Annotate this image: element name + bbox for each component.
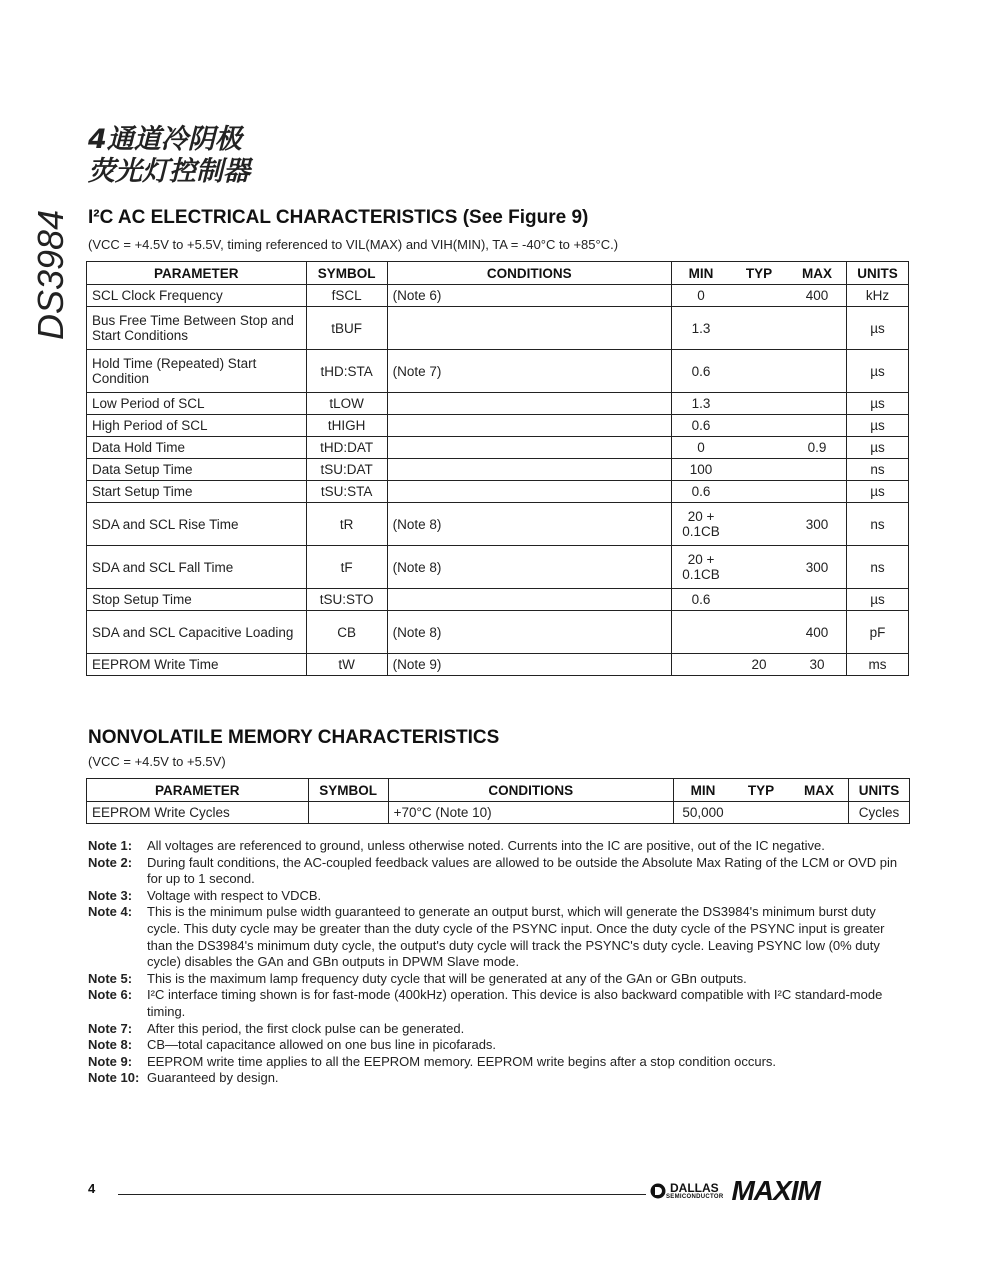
notes-list <box>88 838 910 1087</box>
units-cell: ns <box>847 546 909 589</box>
units-cell: Cycles <box>849 802 910 824</box>
param-cell: EEPROM Write Time <box>87 654 307 676</box>
conditions-cell <box>387 437 671 459</box>
page-number: 4 <box>88 1181 96 1196</box>
max-value: 300 <box>805 559 829 575</box>
min-value: 0 <box>697 440 705 455</box>
symbol-cell: fSCL <box>306 285 387 307</box>
table-row <box>87 350 909 393</box>
units-cell: ns <box>847 459 909 481</box>
header-parameter: PARAMETER <box>87 262 307 285</box>
symbol-cell: tHD:STA <box>306 350 387 393</box>
conditions-cell: (Note 6) <box>387 285 671 307</box>
max-value: 400 <box>805 288 829 303</box>
note-text: CB—total capacitance allowed on one bus line in picofarads. <box>147 1037 497 1053</box>
symbol-cell: tSU:DAT <box>306 459 387 481</box>
brand-logo <box>650 1175 820 1207</box>
note-text: All voltages are referenced to ground, unless otherwise noted. Currents into the IC are positive, out of the IC negative. <box>147 838 825 853</box>
min-value: 50,000 <box>682 805 724 820</box>
symbol-cell: tLOW <box>306 393 387 415</box>
min-value: 20 + 0.1CB <box>682 509 720 539</box>
conditions-cell: (Note 8) <box>387 546 671 589</box>
note-label: Note 3: <box>88 887 133 903</box>
table-row <box>87 285 909 307</box>
table-row <box>87 481 909 503</box>
conditions-cell <box>387 589 671 611</box>
min-value: 0 <box>697 288 705 303</box>
max-value: 400 <box>805 624 829 640</box>
document-title <box>88 124 250 188</box>
note-label: Note 4: <box>88 904 133 920</box>
units-cell: kHz <box>847 285 909 307</box>
units-cell: µs <box>847 437 909 459</box>
note-item <box>88 855 910 888</box>
note-label: Note 8: <box>88 1037 133 1053</box>
note-item <box>88 888 910 905</box>
min-typ-max-cell <box>672 589 847 611</box>
typ-value: 20 <box>751 657 767 672</box>
table-row <box>87 611 909 654</box>
note-item <box>88 987 910 1020</box>
param-cell: Data Setup Time <box>87 459 307 481</box>
conditions-cell <box>387 459 671 481</box>
conditions-cell: (Note 9) <box>387 654 671 676</box>
footer-rule <box>118 1194 646 1195</box>
conditions-cell: (Note 7) <box>387 350 671 393</box>
symbol-cell: tR <box>306 503 387 546</box>
param-cell: SDA and SCL Rise Time <box>87 503 307 546</box>
units-cell: µs <box>847 307 909 350</box>
note-item <box>88 1037 910 1054</box>
header-conditions: CONDITIONS <box>387 262 671 285</box>
symbol-cell: tSU:STA <box>306 481 387 503</box>
table-row <box>87 459 909 481</box>
table-row <box>87 546 909 589</box>
min-value: 1.3 <box>691 396 711 411</box>
note-item <box>88 904 910 970</box>
symbol-cell: tSU:STO <box>306 589 387 611</box>
conditions-cell: +70°C (Note 10) <box>388 802 673 824</box>
part-number-vertical: DS3984 <box>30 209 71 340</box>
header-units: UNITS <box>847 262 909 285</box>
min-typ-max-cell <box>672 307 847 350</box>
header-min: MIN <box>688 265 714 281</box>
units-cell: µs <box>847 481 909 503</box>
symbol-cell: tBUF <box>306 307 387 350</box>
table-row <box>87 437 909 459</box>
header-max: MAX <box>804 782 835 798</box>
min-value: 0.6 <box>691 484 711 499</box>
param-cell: SCL Clock Frequency <box>87 285 307 307</box>
note-item <box>88 1070 910 1087</box>
i2c-section-heading: I²C AC ELECTRICAL CHARACTERISTICS (See Figure 9) <box>88 207 589 228</box>
note-text: This is the maximum lamp frequency duty cycle that will be generated at any of the GAn or GBn outputs. <box>147 970 747 986</box>
max-value: 300 <box>805 516 829 532</box>
note-label: Note 10: <box>88 1070 140 1086</box>
max-value: 30 <box>809 657 825 672</box>
param-cell: High Period of SCL <box>87 415 307 437</box>
header-min-typ-max <box>672 262 847 285</box>
min-value: 20 + 0.1CB <box>682 552 720 582</box>
min-value: 0.6 <box>691 363 711 379</box>
min-typ-max-cell <box>672 654 847 676</box>
max-value: 0.9 <box>807 440 827 455</box>
param-cell: Hold Time (Repeated) Start Condition <box>87 350 307 393</box>
table-row <box>87 802 910 824</box>
header-min-typ-max <box>674 779 849 802</box>
param-cell: Bus Free Time Between Stop and Start Conditions <box>87 307 307 350</box>
table-header-row <box>87 779 910 802</box>
min-typ-max-cell <box>672 503 847 546</box>
min-value: 0.6 <box>691 418 711 433</box>
param-cell: SDA and SCL Fall Time <box>87 546 307 589</box>
note-item <box>88 971 910 988</box>
conditions-cell: (Note 8) <box>387 503 671 546</box>
min-typ-max-cell <box>672 611 847 654</box>
param-cell: Start Setup Time <box>87 481 307 503</box>
table-row <box>87 393 909 415</box>
param-cell: EEPROM Write Cycles <box>87 802 309 824</box>
note-text: I²C interface timing shown is for fast-mode (400kHz) operation. This device is also backward compatible with I²C standard-mode timing. <box>147 987 883 1019</box>
min-typ-max-cell <box>672 546 847 589</box>
note-label: Note 1: <box>88 838 133 853</box>
note-label: Note 7: <box>88 1020 133 1036</box>
header-max: MAX <box>802 265 833 281</box>
min-typ-max-cell <box>672 285 847 307</box>
min-typ-max-cell <box>672 393 847 415</box>
note-label: Note 5: <box>88 970 133 986</box>
header-typ: TYP <box>747 782 775 798</box>
symbol-cell <box>308 802 388 824</box>
note-text: Voltage with respect to VDCB. <box>147 887 322 903</box>
min-typ-max-cell <box>672 437 847 459</box>
title-line-2: 荧光灯控制器 <box>88 156 250 187</box>
note-label: Note 6: <box>88 987 133 1003</box>
table-row <box>87 589 909 611</box>
header-units: UNITS <box>849 779 910 802</box>
nv-section-heading: NONVOLATILE MEMORY CHARACTERISTICS <box>88 727 500 748</box>
conditions-cell <box>387 481 671 503</box>
note-text: After this period, the first clock pulse can be generated. <box>147 1020 465 1036</box>
note-item <box>88 1054 910 1071</box>
header-symbol: SYMBOL <box>306 262 387 285</box>
units-cell: µs <box>847 589 909 611</box>
nv-characteristics-table <box>86 778 910 824</box>
header-typ: TYP <box>745 265 773 281</box>
brand-maxim: MAXIM <box>731 1175 820 1206</box>
min-value: 0.6 <box>691 592 711 607</box>
min-typ-max-cell <box>672 481 847 503</box>
min-value: 1.3 <box>691 320 711 336</box>
header-parameter: PARAMETER <box>87 779 309 802</box>
min-typ-max-cell <box>674 802 849 824</box>
dallas-logo-icon <box>650 1183 666 1199</box>
conditions-cell <box>387 415 671 437</box>
note-item <box>88 1021 910 1038</box>
header-symbol: SYMBOL <box>308 779 388 802</box>
header-min: MIN <box>690 782 716 798</box>
symbol-cell: CB <box>306 611 387 654</box>
units-cell: ns <box>847 503 909 546</box>
min-typ-max-cell <box>672 415 847 437</box>
conditions-cell <box>387 393 671 415</box>
note-item <box>88 838 910 855</box>
nv-conditions: (VCC = +4.5V to +5.5V) <box>88 754 226 769</box>
note-label: Note 2: <box>88 854 133 870</box>
symbol-cell: tHIGH <box>306 415 387 437</box>
note-text: During fault conditions, the AC-coupled feedback values are allowed to be outside the Absolute Max Rating of the LCM or OVD pin for up to 1 second. <box>147 854 898 887</box>
param-cell: Stop Setup Time <box>87 589 307 611</box>
header-conditions: CONDITIONS <box>388 779 673 802</box>
brand-semiconductor: SEMICONDUCTOR <box>666 1194 724 1200</box>
units-cell: pF <box>847 611 909 654</box>
table-row <box>87 415 909 437</box>
conditions-cell <box>387 307 671 350</box>
note-text: This is the minimum pulse width guaranteed to generate an output burst, which will generate the DS3984's minimum burst duty cycle. This duty cycle may be greater than the duty cycle of the PSYNC input. Once the duty cycle of the PSYNC input is greater than the DS3984's minimum duty cycle, the output's duty cycle will track the PSYNC's duty cycle. Leaving PSYNC low (0% duty cycle) disables the GAn and GBn outputs in DPWM Slave mode. <box>147 904 885 970</box>
min-typ-max-cell <box>672 459 847 481</box>
symbol-cell: tW <box>306 654 387 676</box>
units-cell: µs <box>847 393 909 415</box>
table-row <box>87 503 909 546</box>
min-typ-max-cell <box>672 350 847 393</box>
table-row <box>87 654 909 676</box>
i2c-characteristics-table <box>86 261 909 676</box>
note-text: EEPROM write time applies to all the EEPROM memory. EEPROM write begins after a stop condition occurs. <box>147 1053 777 1069</box>
table-header-row <box>87 262 909 285</box>
note-text: Guaranteed by design. <box>147 1070 279 1086</box>
title-line-1: 4通道冷阴极 <box>88 124 242 155</box>
param-cell: SDA and SCL Capacitive Loading <box>87 611 307 654</box>
i2c-conditions: (VCC = +4.5V to +5.5V, timing referenced to VIL(MAX) and VIH(MIN), TA = -40°C to +85°C.) <box>88 237 619 252</box>
note-label: Note 9: <box>88 1053 133 1069</box>
symbol-cell: tF <box>306 546 387 589</box>
brand-dallas: DALLAS <box>670 1181 719 1195</box>
units-cell: µs <box>847 415 909 437</box>
param-cell: Data Hold Time <box>87 437 307 459</box>
conditions-cell: (Note 8) <box>387 611 671 654</box>
min-value: 100 <box>689 462 713 477</box>
units-cell: µs <box>847 350 909 393</box>
param-cell: Low Period of SCL <box>87 393 307 415</box>
table-row <box>87 307 909 350</box>
units-cell: ms <box>847 654 909 676</box>
symbol-cell: tHD:DAT <box>306 437 387 459</box>
